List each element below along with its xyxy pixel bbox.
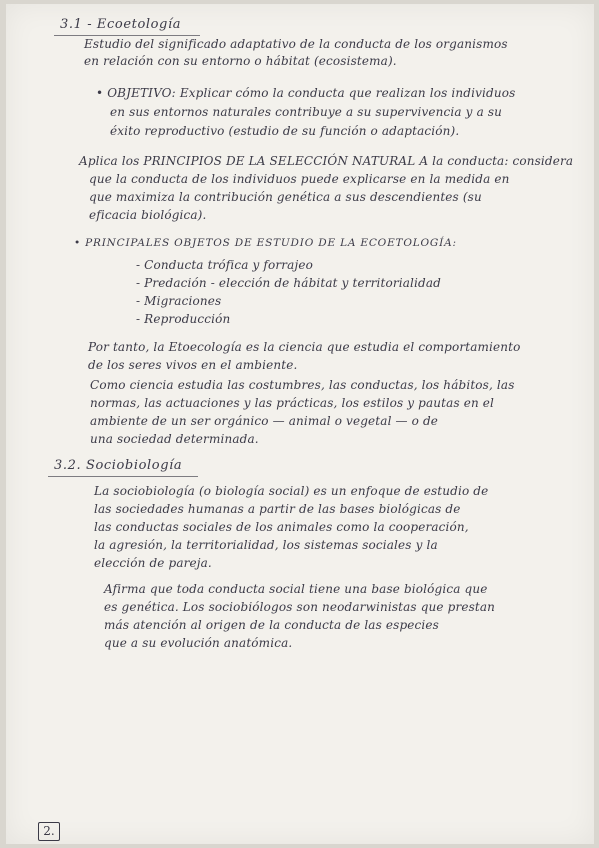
section-2-heading-underline xyxy=(48,476,198,477)
section-1-heading: 3.1 - Ecoetología xyxy=(60,17,182,32)
science-line-1: Como ciencia estudia las costumbres, las conductas, los hábitos, las xyxy=(90,378,515,392)
section-1-def-line-2: en relación con su entorno o hábitat (ecosistema). xyxy=(84,54,397,68)
science-line-4: una sociedad determinada. xyxy=(90,432,259,446)
objective-line-2: en sus entornos naturales contribuye a su supervivencia y a su xyxy=(110,105,503,119)
principles-line-2: que la conducta de los individuos puede explicarse en la medida en xyxy=(89,172,510,186)
main-object-item: - Migraciones xyxy=(136,294,222,308)
claim-line-3: más atención al origen de la conducta de las especies xyxy=(104,618,439,632)
main-object-item: - Reproducción xyxy=(136,312,231,326)
page-number: 2. xyxy=(38,822,60,841)
claim-line-2: es genética. Los sociobiólogos son neodarwinistas que prestan xyxy=(104,600,496,614)
section-2-heading: 3.2. Sociobiología xyxy=(54,458,183,473)
conclusion-line-2: de los seres vivos en el ambiente. xyxy=(88,358,298,372)
claim-line-4: que a su evolución anatómica. xyxy=(104,636,293,650)
sociobiology-def-line-4: la agresión, la territorialidad, los sistemas sociales y la xyxy=(94,538,438,552)
main-object-item: - Predación - elección de hábitat y territorialidad xyxy=(136,276,441,290)
objective-line-1: • OBJETIVO: Explicar cómo la conducta que realizan los individuos xyxy=(96,86,516,100)
principles-line-1: Aplica los PRINCIPIOS DE LA SELECCIÓN NATURAL A la conducta: considera xyxy=(79,154,574,168)
sociobiology-def-line-1: La sociobiología (o biología social) es un enfoque de estudio de xyxy=(94,484,489,498)
main-objects-title: • PRINCIPALES OBJETOS DE ESTUDIO DE LA ECOETOLOGÍA: xyxy=(74,237,457,249)
objective-line-3: éxito reproductivo (estudio de su función o adaptación). xyxy=(110,124,460,138)
section-1-def-line-1: Estudio del significado adaptativo de la conducta de los organismos xyxy=(84,37,508,51)
sociobiology-def-line-5: elección de pareja. xyxy=(94,556,212,570)
sociobiology-def-line-3: las conductas sociales de los animales como la cooperación, xyxy=(94,520,469,534)
conclusion-line-1: Por tanto, la Etoecología es la ciencia que estudia el comportamiento xyxy=(88,340,521,354)
main-object-item: - Conducta trófica y forrajeo xyxy=(136,258,313,272)
science-line-3: ambiente de un ser orgánico — animal o vegetal — o de xyxy=(90,414,439,428)
sociobiology-def-line-2: las sociedades humanas a partir de las bases biológicas de xyxy=(94,502,461,516)
principles-line-4: eficacia biológica). xyxy=(89,208,207,222)
science-line-2: normas, las actuaciones y las prácticas, los estilos y pautas en el xyxy=(90,396,495,410)
claim-line-1: Afirma que toda conducta social tiene una base biológica que xyxy=(104,582,488,596)
principles-line-3: que maximiza la contribución genética a sus descendientes (su xyxy=(89,190,482,204)
notebook-page xyxy=(6,4,594,844)
